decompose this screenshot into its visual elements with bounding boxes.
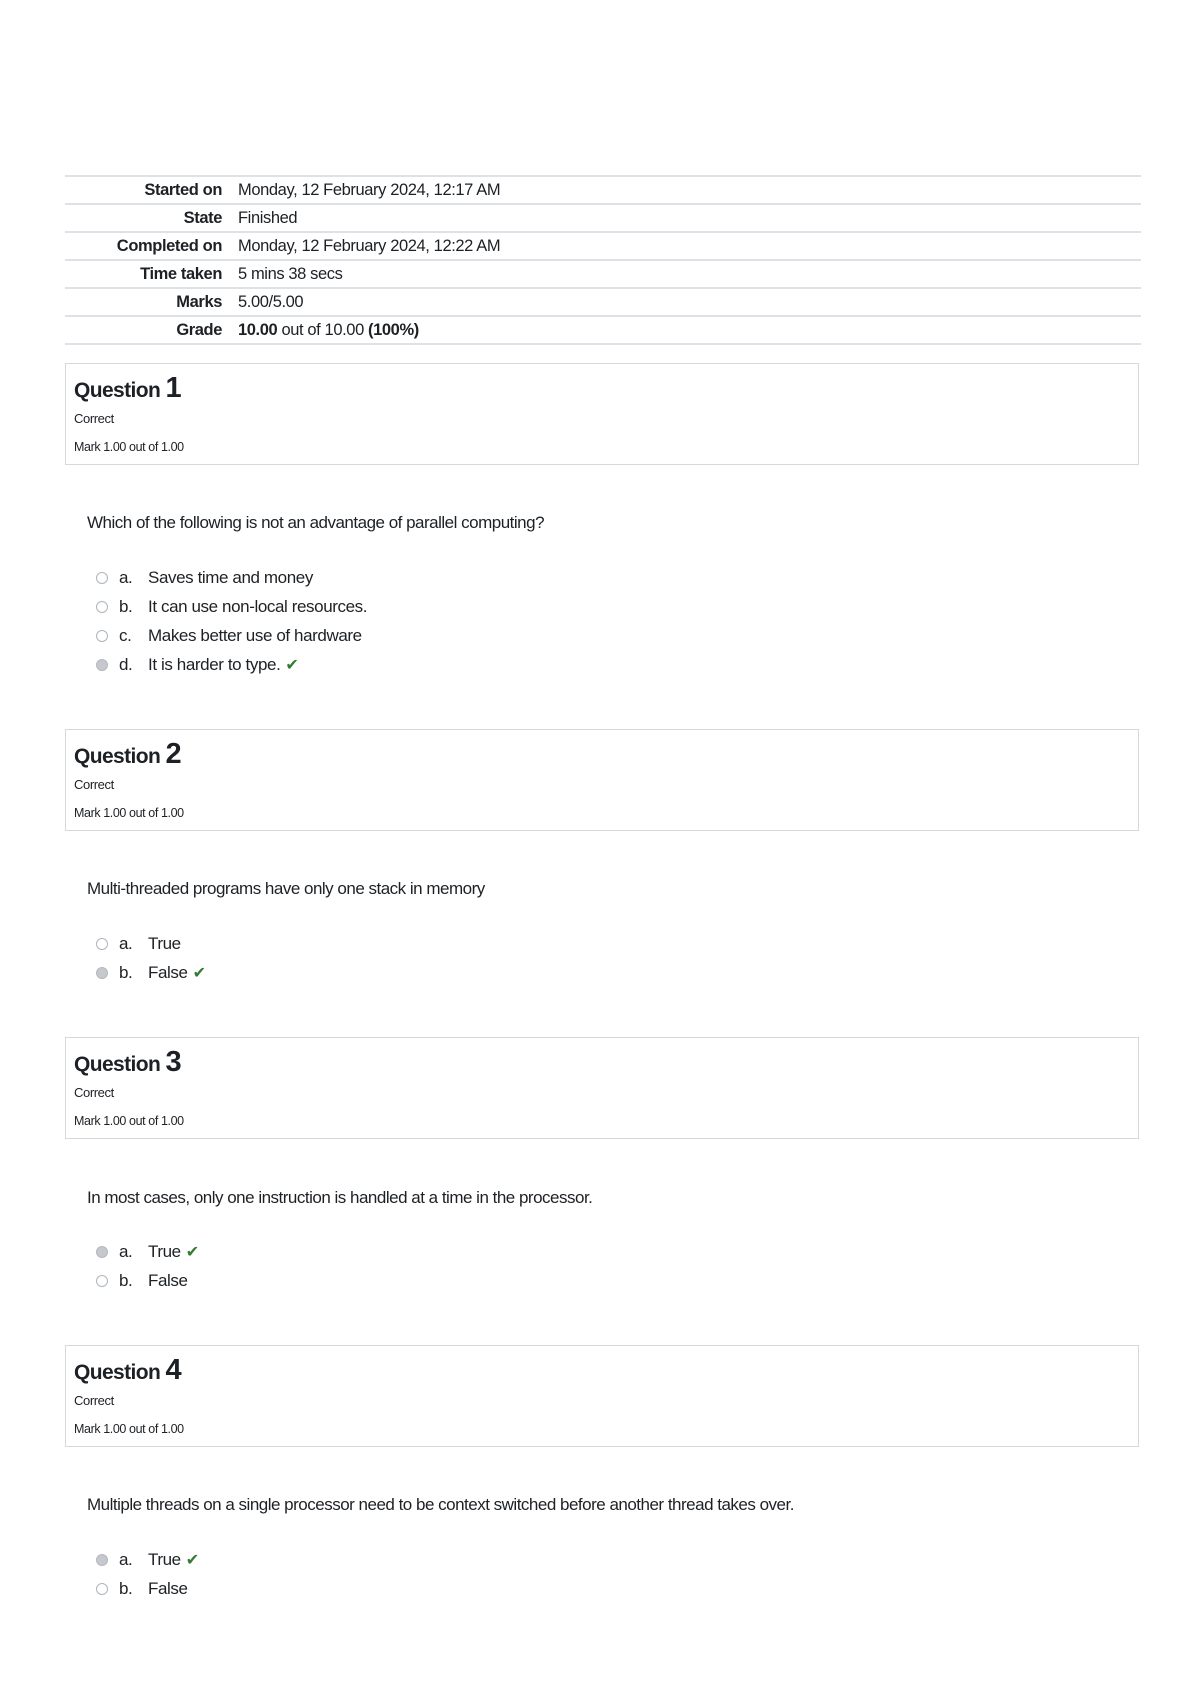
question-number: 3 [165,1046,181,1078]
radio-button[interactable] [96,1275,108,1287]
question-state: Correct [74,411,114,426]
option-letter: b. [119,962,133,982]
option-text: It is harder to type. [148,654,281,674]
grade-score: 10.00 [238,320,278,339]
state-value: Finished [238,204,1141,232]
option-letter: a. [119,933,133,953]
question-label: Question [74,1053,161,1076]
question-4-answers [96,1545,796,1603]
check-icon: ✔ [192,964,206,982]
question-mark: Mark 1.00 out of 1.00 [74,1422,184,1436]
state-label: State [65,204,238,232]
question-state: Correct [74,777,114,792]
radio-button-checked[interactable] [96,659,108,671]
check-icon: ✔ [285,656,299,674]
question-3-number [74,1046,181,1079]
question-1-info [65,363,1139,465]
answer-option[interactable] [96,1574,796,1603]
summary-row-state [65,204,1141,232]
question-3-info [65,1037,1139,1139]
started-on-label: Started on [65,176,238,204]
answer-option-selected[interactable] [96,958,796,987]
question-2-text: Multi-threaded programs have only one stack in memory [87,879,485,898]
option-text: It can use non-local resources. [148,596,368,616]
option-letter: a. [119,1549,133,1569]
option-letter: a. [119,567,133,587]
time-taken-label: Time taken [65,260,238,288]
radio-button[interactable] [96,630,108,642]
option-letter: a. [119,1241,133,1261]
radio-button[interactable] [96,572,108,584]
option-text: False [148,1578,188,1598]
radio-button[interactable] [96,938,108,950]
question-3-answers [96,1237,796,1295]
question-label: Question [74,379,161,402]
summary-row-started-on [65,176,1141,204]
option-letter: b. [119,1270,133,1290]
question-label: Question [74,1361,161,1384]
question-2-number [74,738,181,771]
question-2-answers [96,929,796,987]
option-text: True [148,933,181,953]
question-mark: Mark 1.00 out of 1.00 [74,1114,184,1128]
question-3-text: In most cases, only one instruction is handled at a time in the processor. [87,1188,593,1207]
check-icon: ✔ [185,1551,199,1569]
option-text: Makes better use of hardware [148,625,362,645]
summary-row-marks [65,288,1141,316]
answer-option[interactable] [96,563,796,592]
completed-on-label: Completed on [65,232,238,260]
check-icon: ✔ [185,1243,199,1261]
option-text: False [148,1270,188,1290]
summary-row-completed-on [65,232,1141,260]
option-text: True [148,1549,181,1569]
question-mark: Mark 1.00 out of 1.00 [74,440,184,454]
question-label: Question [74,745,161,768]
radio-button-checked[interactable] [96,967,108,979]
radio-button[interactable] [96,1583,108,1595]
question-1-text: Which of the following is not an advantage of parallel computing? [87,513,545,532]
time-taken-value: 5 mins 38 secs [238,260,1141,288]
radio-button-checked[interactable] [96,1554,108,1566]
question-4-number [74,1354,181,1387]
grade-percent: (100%) [368,320,419,339]
answer-option-selected[interactable] [96,650,796,679]
answer-option-selected[interactable] [96,1237,796,1266]
question-1-answers [96,563,796,679]
marks-label: Marks [65,288,238,316]
option-letter: c. [119,625,132,645]
option-letter: b. [119,1578,133,1598]
answer-option[interactable] [96,592,796,621]
question-number: 2 [165,738,181,770]
option-letter: d. [119,654,133,674]
radio-button[interactable] [96,601,108,613]
answer-option-selected[interactable] [96,1545,796,1574]
grade-out-of: out of 10.00 [281,320,364,339]
option-text: False [148,962,188,982]
option-letter: b. [119,596,133,616]
radio-button-checked[interactable] [96,1246,108,1258]
summary-row-grade [65,316,1141,344]
grade-value [238,316,1141,344]
question-number: 1 [165,372,181,404]
completed-on-value: Monday, 12 February 2024, 12:22 AM [238,232,1141,260]
question-mark: Mark 1.00 out of 1.00 [74,806,184,820]
answer-option[interactable] [96,1266,796,1295]
question-number: 4 [165,1354,181,1386]
question-1-number [74,372,181,405]
question-2-info [65,729,1139,831]
option-text: Saves time and money [148,567,313,587]
grade-label: Grade [65,316,238,344]
quiz-summary-table [65,175,1141,345]
marks-value: 5.00/5.00 [238,288,1141,316]
question-4-text: Multiple threads on a single processor need to be context switched before another thread takes over. [87,1495,794,1514]
answer-option[interactable] [96,621,796,650]
answer-option[interactable] [96,929,796,958]
summary-row-time-taken [65,260,1141,288]
question-4-info [65,1345,1139,1447]
started-on-value: Monday, 12 February 2024, 12:17 AM [238,176,1141,204]
question-state: Correct [74,1085,114,1100]
question-state: Correct [74,1393,114,1408]
option-text: True [148,1241,181,1261]
